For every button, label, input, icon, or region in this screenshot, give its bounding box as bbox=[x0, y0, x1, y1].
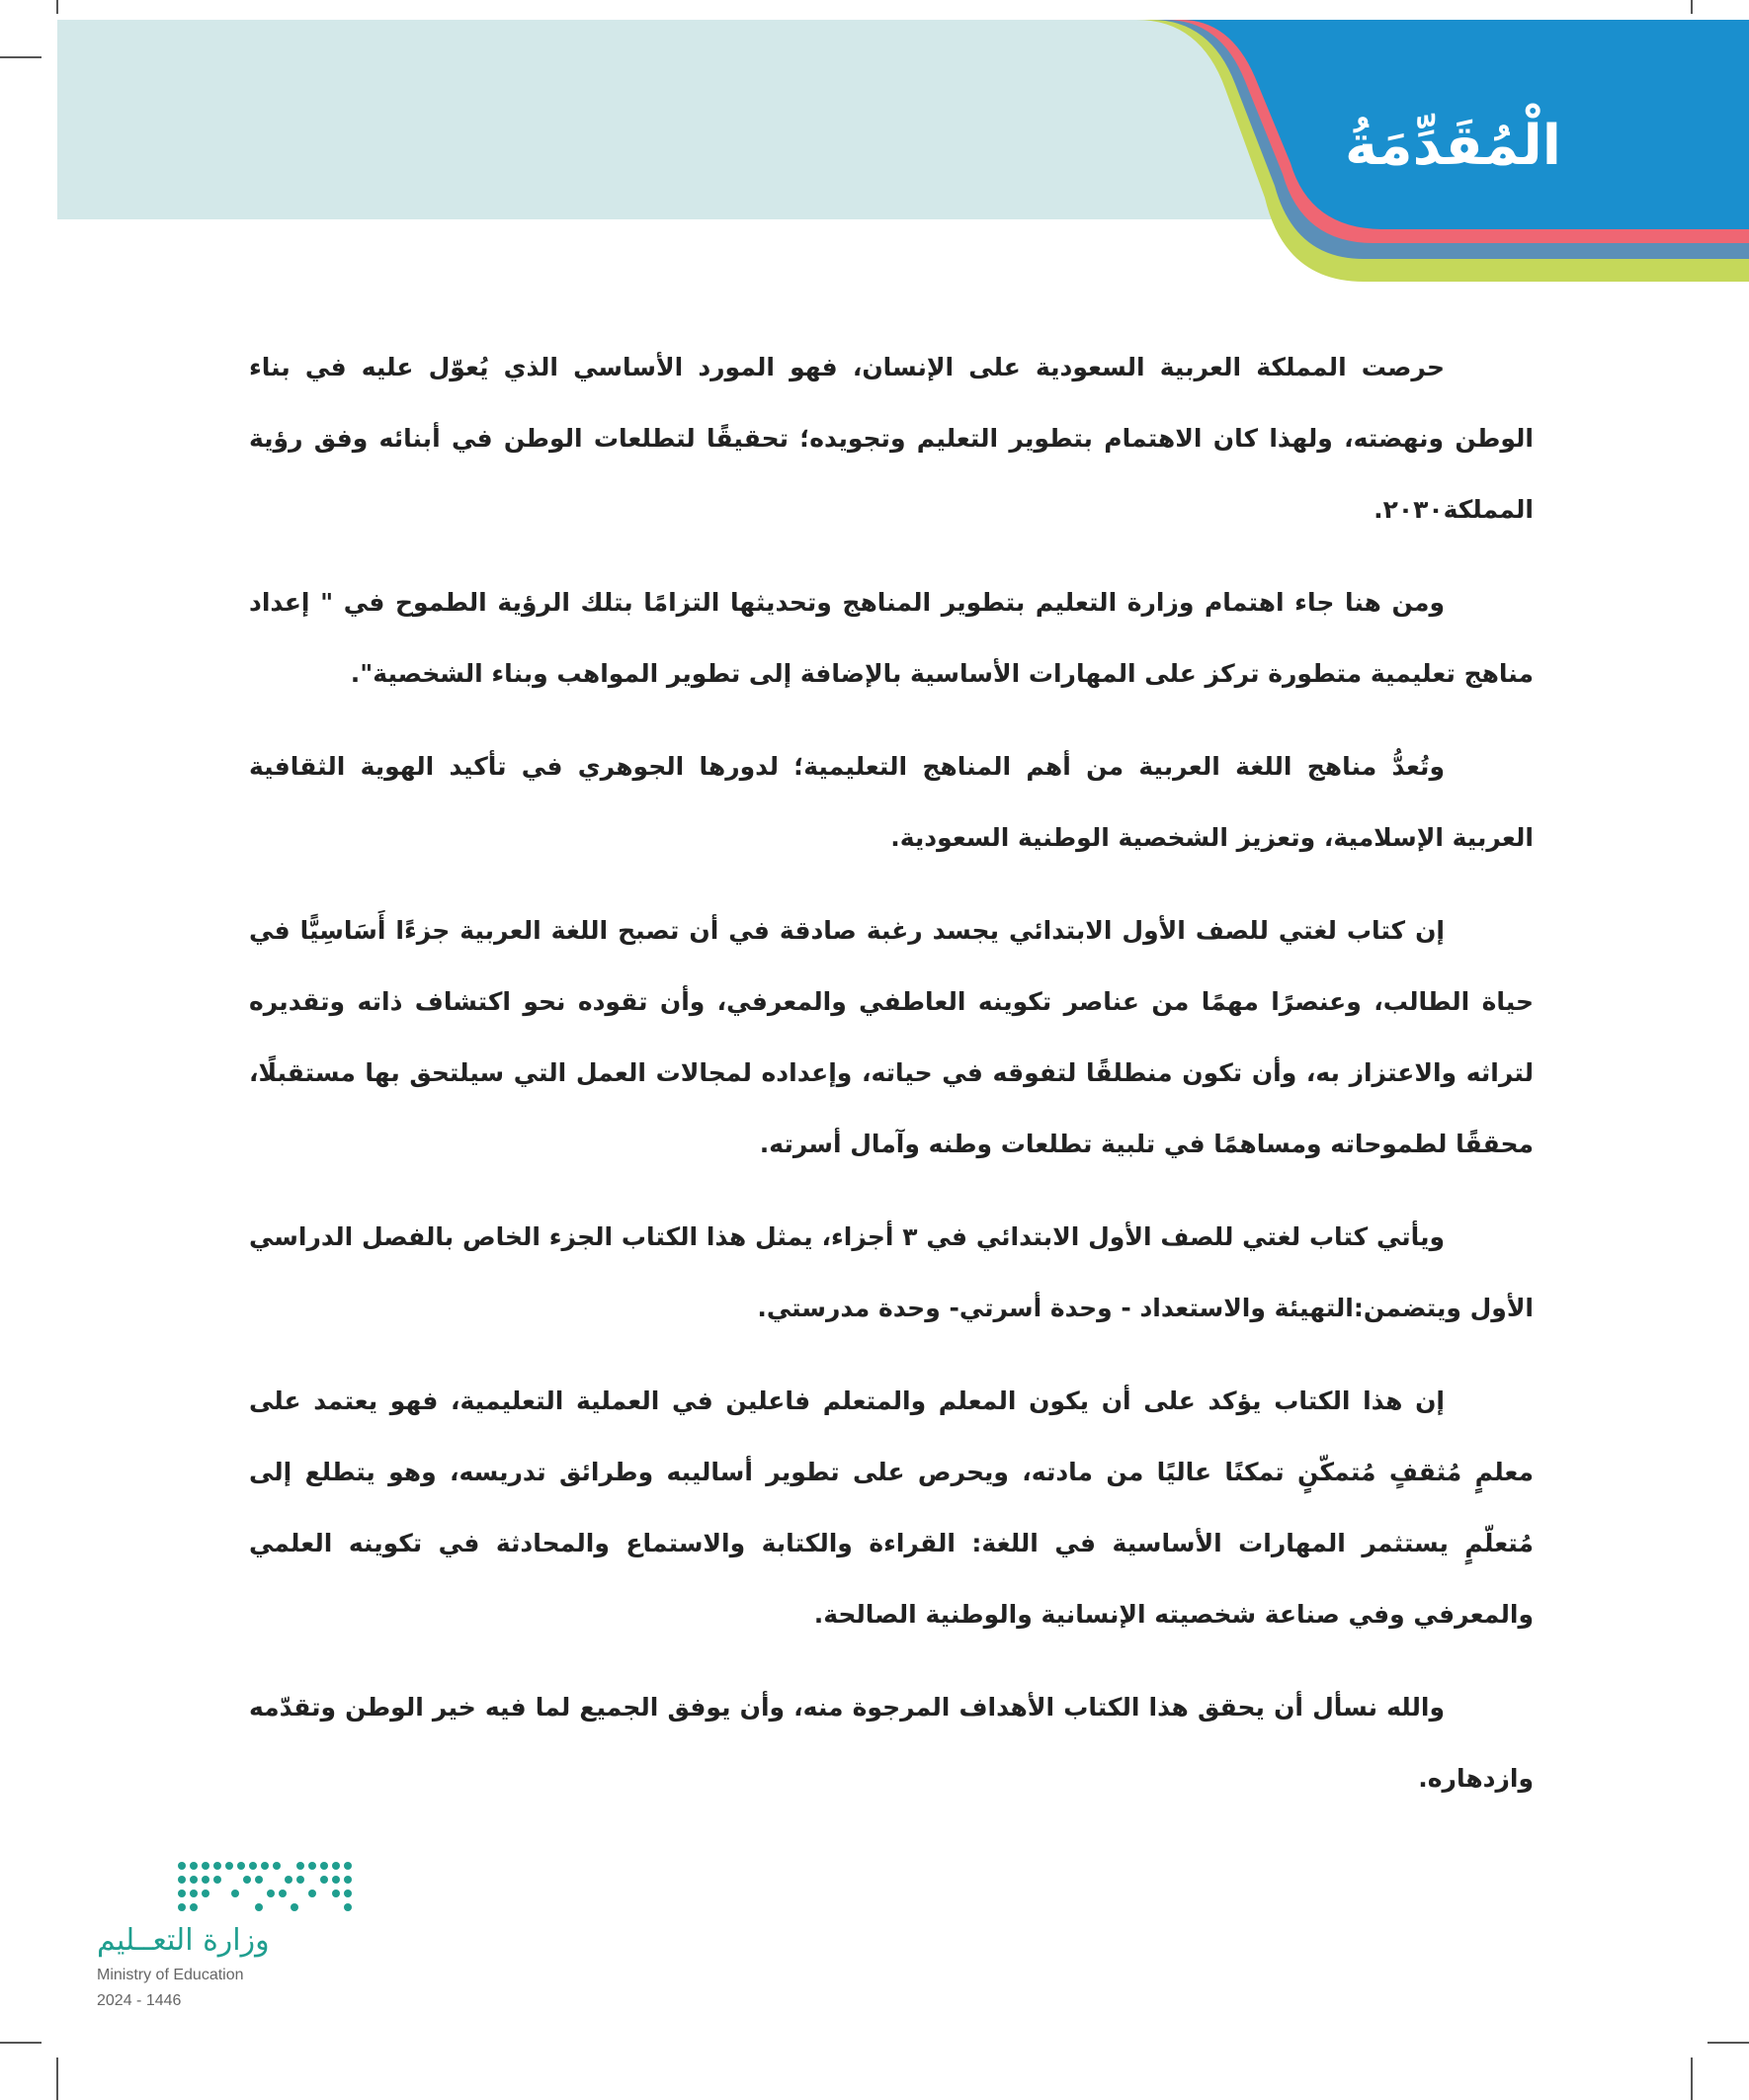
paragraph: إن هذا الكتاب يؤكد على أن يكون المعلم والمتعلم فاعلين في العملية التعليمية، فهو يعتمد على معلمٍ مُثقفٍ مُتمكّنٍ تمكنًا عاليًا من مادته، ويحرص على تطوير أساليبه وطرائق تدريسه، وهو يتطلع إلى مُتعلّمٍ يستثمر المهارات الأساسية في اللغة: القراءة والكتابة والاستماع والمحادثة في تكوينه العلمي والمعرفي وفي صناعة شخصيته الإنسانية والوطنية الصالحة. bbox=[249, 1386, 1534, 1629]
ministry-name-arabic: وزارة التعــليم bbox=[97, 1923, 270, 1958]
crop-mark bbox=[1707, 2042, 1749, 2044]
paragraph: إن كتاب لغتي للصف الأول الابتدائي يجسد رغبة صادقة في أن تصبح اللغة العربية جزءًا أَسَاسِيًّا في حياة الطالب، وعنصرًا مهمًا من عناصر تكوينه العاطفي والمعرفي، وأن تقوده نحو اكتشاف ذاته وتقديره لتراثه والاعتزاز به، وأن تكون منطلقًا لتفوقه في حياته، وإعداده لمجالات العمل التي سيلتحق بها مستقبلًا، محققًا لطموحاته ومساهمًا في تلبية تطلعات وطنه وآمال أسرته. bbox=[249, 916, 1534, 1158]
paragraph: والله نسأل أن يحقق هذا الكتاب الأهداف المرجوة منه، وأن يوفق الجميع لما فيه خير الوطن وتقدّمه وازدهاره. bbox=[249, 1693, 1534, 1793]
crop-mark bbox=[56, 2058, 58, 2100]
edition-year: 2024 - 1446 bbox=[97, 1992, 182, 2009]
paragraph: حرصت المملكة العربية السعودية على الإنسان، فهو المورد الأساسي الذي يُعوّل عليه في بناء الوطن ونهضته، ولهذا كان الاهتمام بتطوير التعليم وتجويده؛ تحقيقًا لتطلعات الوطن في أبنائه وفق رؤية المملكة٢٠٣٠. bbox=[249, 353, 1534, 524]
ministry-dots-icon bbox=[176, 1858, 354, 1917]
intro-text bbox=[249, 332, 1534, 1836]
crop-mark bbox=[0, 2042, 42, 2044]
paragraph: ويأتي كتاب لغتي للصف الأول الابتدائي في ٣ أجزاء، يمثل هذا الكتاب الجزء الخاص بالفصل الدراسي الأول ويتضمن:التهيئة والاستعداد - وحدة أسرتي- وحدة مدرستي. bbox=[249, 1222, 1534, 1322]
ministry-name-english: Ministry of Education bbox=[97, 1967, 244, 1983]
paragraph: وتُعدُّ مناهج اللغة العربية من أهم المناهج التعليمية؛ لدورها الجوهري في تأكيد الهوية الثقافية العربية الإسلامية، وتعزيز الشخصية الوطنية السعودية. bbox=[249, 752, 1534, 852]
page-title: الْمُقَدِّمَةُ bbox=[1344, 114, 1561, 178]
paragraph: ومن هنا جاء اهتمام وزارة التعليم بتطوير المناهج وتحديثها التزامًا بتلك الرؤية الطموح في " إعداد مناهج تعليمية متطورة تركز على المهارات الأساسية بالإضافة إلى تطوير المواهب وبناء الشخصية". bbox=[249, 588, 1534, 688]
crop-mark bbox=[1691, 2058, 1693, 2100]
